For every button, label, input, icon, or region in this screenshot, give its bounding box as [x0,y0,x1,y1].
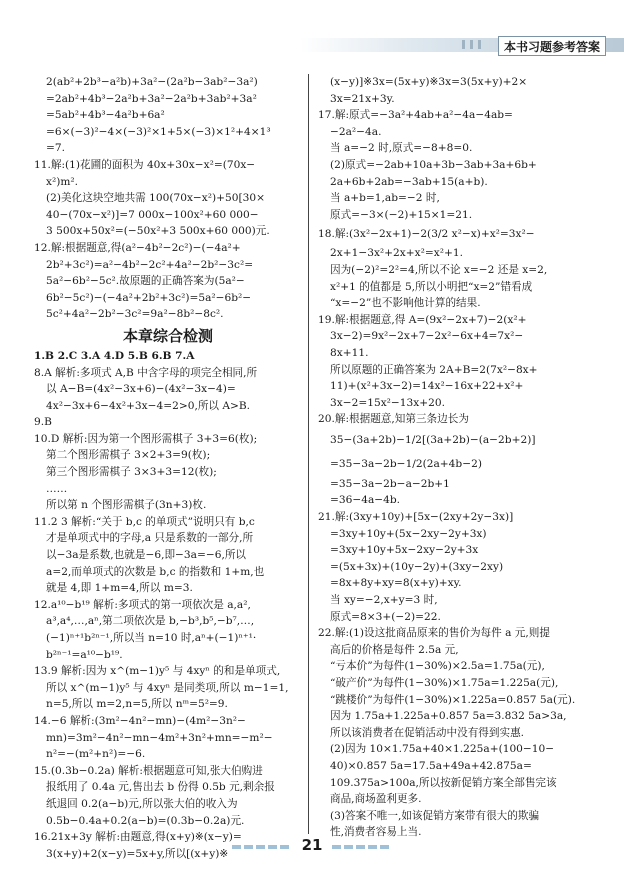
text-line: 5a²−6b²−5c².故原题的正确答案为(5a²− [46,275,245,288]
text-line: 3 500x+50x²=(−50x²+3 500x+60 000)元. [46,225,270,238]
text-line: 性,消费者容易上当. [330,826,422,839]
text-line: =5ab²+4b³−4a²b+6a² [46,109,165,122]
text-line: (2)美化这块空地共需 100(70x−x²)+50[30× [46,192,266,205]
text-line: 第三个图形需棋子 3×3+3=12(枚); [46,466,217,479]
text-line: 19.解:根据题意,得 A=(9x²−2x+7)−2(x²+ [318,313,527,326]
text-line: 所以该消费者在促销活动中没有得到实惠. [330,726,525,739]
text-line: 20.解:根据题意,知第三条边长为 [318,413,469,426]
text-line: “亏本价”为每件(1−30%)×2.5a=1.75a(元), [330,660,545,673]
text-line: =2ab²+4b³−2a²b+3a²−2a²b+3ab²+3a² [46,92,257,105]
text-line: 11.2 3 解析:“关于 b,c 的单项式”说明只有 b,c [34,515,255,528]
text-line: 原式=8×3+(−2)=22. [330,610,441,623]
text-line: 22.解:(1)设这批商品原来的售价为每件 a 元,则提 [318,627,550,640]
text-line: 12.解:根据题意,得(a²−4b²−2c²)−(−4a²+ [34,241,241,254]
text-line: 商品,商场盈利更多. [330,793,422,806]
text-line: =7. [46,142,65,155]
text-line: 11)+(x²+3x−2)=14x²−16x+22+x²+ [330,380,524,393]
text-line: (2)因为 10×1.75a+40×1.225a+(100−10− [330,743,555,756]
text-line: =35−3a−2b−1/2(2a+4b−2) [330,457,482,470]
page-number: 21 [301,836,323,854]
text-line: 2a+6b+2ab=−3ab+15(a+b). [330,175,488,188]
text-line: 4x²−3x+6−4x²+3x−4=2>0,所以 A>B. [46,399,251,412]
text-line: −2a²−4a. [330,125,382,138]
text-line: x²)m². [46,175,79,188]
text-line: 0.5b−0.4a+0.2(a−b)=(0.3b−0.2a)元. [46,814,245,827]
text-line: “跳楼价”为每件(1−30%)×1.225a=0.857 5a(元). [330,693,576,706]
text-line: 12.a¹⁰−b¹⁹ 解析:多项式的第一项依次是 a,a², [34,598,251,611]
text-line: =3xy+10y+5x−2xy−2y+3x [330,544,479,557]
text-line: x²+1 的值都是 5,所以小明把“x=2”错看成 [330,280,533,293]
text-line: (3)答案不唯一,如该促销方案带有很大的欺骗 [330,809,540,822]
text-line: 因为(−2)²=2²=4,所以不论 x=−2 还是 x=2, [330,263,548,276]
text-line: (x−y)]※3x=(5x+y)※3x=3(5x+y)+2× [330,76,528,88]
text-line: 纸退回 0.2(a−b)元,所以张大伯的收入为 [46,797,238,810]
text-line: a³,a⁴,…,aⁿ,第二项依次是 b,−b³,b⁵,−b⁷,…, [46,615,255,628]
footer-dots-right [332,845,392,849]
text-line: =35−3a−2b−a−2b+1 [330,477,450,490]
text-line: 2x+1−3x²+2x+x²=x²+1. [330,247,463,260]
text-line: =3xy+10y+(5x−2xy−2y+3x) [330,527,487,540]
text-line: 17.解:原式=−3a²+4ab+a²−4a−4ab= [318,109,513,122]
text-line: (−1)ⁿ⁺¹b²ⁿ⁻¹,所以当 n=10 时,aⁿ+(−1)ⁿ⁺¹· [46,632,257,644]
header-tick [478,40,481,49]
text-line: 8.A 解析:多项式 A,B 中含字母的项完全相同,所 [34,366,258,379]
text-line: 21.解:(3xy+10y)+[5x−(2xy+2y−3x)] [318,511,514,524]
text-line: 3x=21x+3y. [330,92,395,105]
text-line: 15.(0.3b−0.2a) 解析:根据题意可知,张大伯购进 [34,764,263,777]
text-line: …… [46,482,68,495]
text-line: 6b²−5c²)−(−4a²+2b²+3c²)=5a²−6b²− [46,291,252,304]
text-line: “x=−2”也不影响他计算的结果. [330,297,481,310]
section-title: 本章综合检测 [122,326,213,345]
text-line: 11.解:(1)花圃的面积为 40x+30x−x²=(70x− [34,158,256,171]
text-line: 9.B [34,416,52,429]
text-line: 当 xy=−2,x+y=3 时, [330,594,438,607]
text-line: 1.B 2.C 3.A 4.D 5.B 6.B 7.A [34,349,195,362]
text-line: 第二个图形需棋子 3×2+3=9(枚); [46,449,211,462]
text-line: 109.375a>100a,所以按新促销方案全部售完该 [330,776,557,789]
text-line: 3(x+y)+2(x−y)=5x+y,所以[(x+y)※ [46,847,229,860]
text-line: 13.9 解析:因为 x^(m−1)y⁵ 与 4xyⁿ 的和是单项式, [34,665,281,678]
text-line: 40)×0.857 5a=17.5a+49a+42.875a= [330,759,532,772]
text-line: 3x−2)=9x²−2x+7−2x²−6x+4=7x²− [330,330,524,343]
text-line: 所以第 n 个图形需棋子(3n+3)枚. [46,499,207,512]
text-line: 当 a+b=1,ab=−2 时, [330,192,440,205]
text-line: 16.21x+3y 解析:由题意,得(x+y)※(x−y)= [34,831,242,844]
text-line: 就是 4,即 1+m=4,所以 m=3. [46,582,193,595]
text-line: 35−(3a+2b)−1/2[(3a+2b)−(a−2b+2)] [330,433,536,446]
text-line: 2b²+3c²)=a²−4b²−2c²+4a²−2b²−3c²= [46,258,254,271]
text-line: =6×(−3)²−4×(−3)²×1+5×(−3)×1²+4×1³ [46,125,271,138]
text-line: 所以 x^(m−1)y⁵ 与 4xyⁿ 是同类项,所以 m−1=1, [46,681,289,694]
text-line: mn)=3m²−4n²−mn−4m²+3n²+mn=−m²− [46,731,273,744]
text-line: 3x−2=15x²−13x+20. [330,396,445,409]
text-line: 高后的价格是每件 2.5a 元, [330,643,459,656]
text-line: 2(ab²+2b³−a²b)+3a²−(2a²b−3ab²−3a²) [46,76,258,88]
header-title: 本书习题参考答案 [498,36,606,56]
text-line: 以−3a是系数,也就是−6,即−3a=−6,所以 [46,549,247,562]
text-line: a=2,而单项式的次数是 b,c 的指数和 1+m,也 [46,565,265,578]
text-line: (2)原式=−2ab+10a+3b−3ab+3a+6b+ [330,158,537,171]
text-line: =8x+8y+xy=8(x+y)+xy. [330,577,462,590]
text-line: 才是单项式中的字母,a 只是系数的一部分,所 [46,532,254,545]
text-line: 8x+11. [330,346,369,359]
left-column [34,74,302,862]
header-tick [462,40,465,49]
text-line: 18.解:(3x²−2x+1)−2(3/2 x²−x)+x²=3x²− [318,228,535,241]
text-line: =36−4a−4b. [330,494,401,507]
text-line: 以 A−B=(4x²−3x+6)−(4x²−3x−4)= [46,383,236,396]
text-line: 因为 1.75a+1.225a+0.857 5a=3.832 5a>3a, [330,710,567,723]
text-line: 14.−6 解析:(3m²−4n²−mn)−(4m²−3n²− [34,714,246,727]
text-line: b²ⁿ⁻¹=a¹⁰−b¹⁹. [46,648,123,661]
header-tick [470,40,473,49]
text-line: “破产价”为每件(1−30%)×1.75a=1.225a(元), [330,677,559,689]
text-line: 10.D 解析:因为第一个图形需棋子 3+3=6(枚); [34,432,258,445]
text-line: n²=−(m²+n²)=−6. [46,748,146,761]
right-column [318,74,610,841]
text-line: 5c²+4a²−2b²−3c²=9a²−8b²−8c². [46,308,224,321]
text-line: 当 a=−2 时,原式=−8+8=0. [330,142,473,155]
text-line: 原式=−3×(−2)+15×1=21. [330,208,473,221]
column-divider [308,74,309,834]
text-line: =(5x+3x)+(10y−2y)+(3xy−2xy) [330,560,504,573]
text-line: 40−(70x−x²)]=7 000x−100x²+60 000− [46,208,259,221]
text-line: 所以原题的正确答案为 2A+B=2(7x²−8x+ [330,363,538,376]
text-line: 报纸用了 0.4a 元,售出去 b 份得 0.5b 元,剩余报 [46,781,275,794]
text-line: n=5,所以 m=2,n=5,所以 nᵐ=5²=9. [46,698,228,711]
